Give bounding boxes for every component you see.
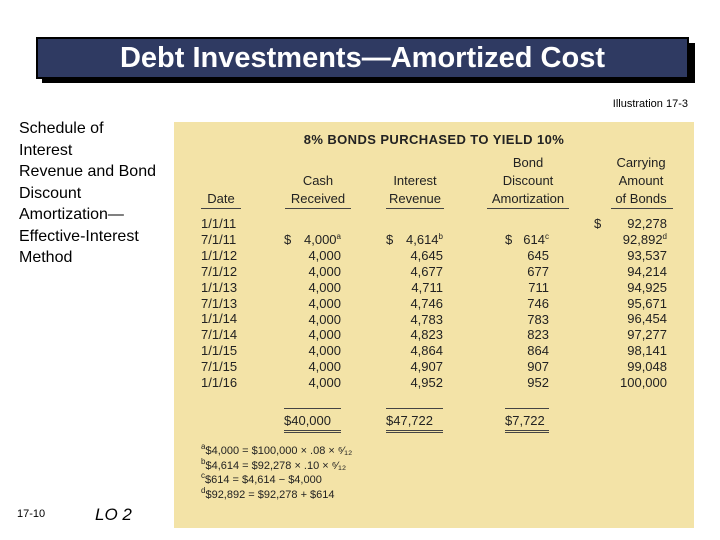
table-cell: 1/1/16: [201, 375, 238, 391]
dollar-sign: $: [386, 232, 394, 247]
desc-line: Interest: [19, 141, 73, 159]
table-cell: 92,278: [627, 216, 667, 231]
table-cell: 4,864: [410, 343, 443, 359]
table-cell: 4,000: [308, 375, 341, 391]
header-carrying: Carrying Amount of Bonds: [615, 155, 667, 206]
table-cell: 783: [527, 311, 549, 327]
total-cash: $40,000: [284, 413, 331, 428]
table-cell: 1/1/13: [201, 279, 238, 295]
table-cell: 4,645: [410, 247, 443, 263]
table-cell: 4,000: [308, 343, 341, 359]
table-cell: 1/1/14: [201, 311, 238, 327]
header-cash: Cash Received: [290, 173, 346, 206]
table-cell: 614: [523, 232, 545, 247]
table-cell: 92,892: [622, 231, 663, 247]
total-rule: [284, 408, 341, 409]
header-underline: [487, 208, 569, 209]
table-cell: 864: [527, 343, 549, 359]
amortization-table: [174, 122, 694, 528]
cash-column: [284, 232, 341, 391]
table-cell: 100,000: [620, 375, 667, 391]
desc-line: Method: [19, 249, 73, 266]
footnote: $^a$\$4,000 = $100,000 × .08 × ⁶⁄₁₂: [201, 442, 353, 457]
table-cell: 4,000: [308, 311, 341, 327]
header-interest: Interest Revenue: [388, 173, 442, 206]
total-rule: [386, 430, 443, 431]
total-rule: [284, 430, 341, 431]
footnotes: [201, 444, 352, 502]
table-cell: 4,823: [410, 327, 443, 343]
table-cell: 7/1/14: [201, 327, 238, 343]
illustration-label: Illustration 17-3: [612, 98, 688, 110]
interest-column: [386, 232, 443, 391]
carrying-column: [594, 216, 667, 391]
total-rule: [386, 408, 443, 409]
table-cell: 711: [528, 279, 549, 295]
slide-number: 17-10: [17, 508, 46, 520]
table-cell: 4,952: [410, 375, 443, 391]
table-cell: 94,214: [627, 263, 667, 279]
table-cell: 96,454: [627, 311, 667, 327]
desc-line: Revenue and Bond: [19, 163, 156, 180]
header-underline: [201, 208, 241, 209]
total-interest: $47,722: [386, 413, 433, 428]
table-cell: 93,537: [627, 247, 667, 263]
table-cell: 823: [527, 327, 549, 343]
table-cell: 4,000: [308, 247, 341, 263]
table-cell: 4,907: [410, 359, 443, 375]
total-rule: [505, 430, 549, 431]
table-cell: 7/1/11: [201, 231, 237, 247]
table-cell: 7/1/15: [201, 359, 238, 375]
table-cell: 97,277: [627, 327, 667, 343]
slide-title: Debt Investments—Amortized Cost: [119, 41, 605, 74]
footnote-mark: d: [662, 231, 667, 241]
total-rule: [505, 408, 549, 409]
left-description: [19, 118, 179, 269]
desc-line: Discount: [19, 184, 82, 202]
learning-objective: LO 2: [95, 505, 132, 524]
table-cell: 4,000: [308, 295, 341, 311]
table-cell: 4,783: [410, 311, 443, 327]
table-cell: 4,746: [410, 295, 443, 311]
table-cell: 94,925: [627, 279, 667, 295]
table-cell: 4,614: [406, 232, 439, 247]
header-underline: [386, 208, 444, 209]
header-discount: Bond Discount Amortization: [491, 155, 565, 206]
table-cell: 7/1/13: [201, 295, 238, 311]
header-date: Date: [207, 191, 235, 206]
table-cell: 4,000: [304, 232, 337, 247]
table-cell: 4,000: [308, 263, 341, 279]
table-cell: 1/1/12: [201, 247, 238, 263]
table-cell: 677: [527, 263, 549, 279]
title-banner: [36, 37, 689, 79]
table-cell: 952: [527, 375, 549, 391]
table-cell: 99,048: [627, 359, 667, 375]
desc-line: Amortization—: [19, 206, 124, 223]
footnote: $^b$\$4,614 = $92,278 × .10 × ⁶⁄₁₂: [201, 456, 347, 472]
header-underline: [611, 208, 673, 209]
table-cell: 746: [527, 295, 549, 311]
total-discount: $7,722: [505, 413, 545, 428]
total-rule: [505, 432, 549, 433]
table-cell: 1/1/11: [201, 216, 237, 231]
dollar-sign: $: [284, 232, 292, 247]
footnote-mark: c: [545, 232, 549, 241]
total-rule: [386, 432, 443, 433]
total-rule: [284, 432, 341, 433]
date-column: [201, 216, 237, 391]
table-cell: 7/1/12: [201, 263, 238, 279]
table-cell: 4,677: [410, 263, 443, 279]
table-cell: 98,141: [627, 343, 667, 359]
table-cell: 1/1/15: [201, 343, 238, 359]
dollar-sign: $: [594, 216, 602, 231]
footnote-mark: a: [336, 232, 341, 241]
footnote-mark: b: [438, 232, 443, 241]
table-cell: 4,711: [411, 279, 443, 295]
desc-line: Schedule of: [19, 120, 104, 137]
table-cell: 95,671: [627, 295, 667, 311]
dollar-sign: $: [505, 232, 513, 247]
desc-line: Effective-Interest: [19, 227, 139, 245]
header-underline: [285, 208, 351, 209]
table-cell: 645: [527, 247, 549, 263]
table-cell: 907: [527, 359, 549, 375]
footnote: $^d$\$92,892 = $92,278 + $614: [201, 485, 335, 501]
table-cell: 4,000: [308, 359, 341, 375]
table-cell: 4,000: [308, 279, 341, 295]
table-cell: 4,000: [308, 327, 341, 343]
footnote: $^c$\$614 = $4,614 − $4,000: [201, 471, 322, 486]
discount-column: [505, 232, 549, 391]
table-title: 8% BONDS PURCHASED TO YIELD 10%: [303, 132, 565, 147]
